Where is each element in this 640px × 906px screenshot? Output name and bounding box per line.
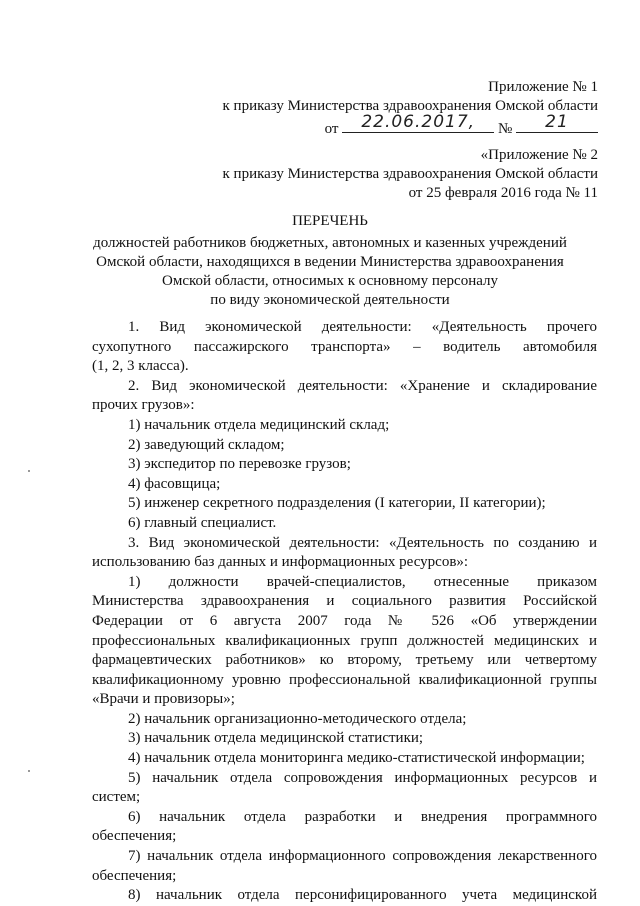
number-field — [516, 112, 598, 133]
appendix-header — [223, 78, 599, 139]
list-item: 4) фасовщица; — [128, 475, 221, 492]
list-item-line: фармацевтических работников» ко второму, третьему или четвертому — [92, 652, 597, 669]
list-item-line: обеспечения; — [92, 828, 177, 845]
list-item: 8) начальник отдела персонифицированного учета медицинской — [128, 887, 597, 904]
appendix-2-label: «Приложение № 2 — [480, 147, 598, 163]
title-line: Омской области, находящихся в ведении Министерства здравоохранения — [96, 254, 564, 270]
list-item-line: Министерства здравоохранения и социального развития Российской — [92, 593, 597, 610]
number-label: № — [497, 121, 513, 137]
date-field — [342, 112, 494, 133]
appendix-1-label: Приложение № 1 — [488, 79, 598, 95]
document-title — [70, 212, 590, 310]
list-item: 6) главный специалист. — [128, 514, 277, 531]
list-item-line: квалификационному уровню профессиональной квалификационной группы — [92, 671, 597, 688]
title-line: Омской области, относимых к основному персоналу — [162, 273, 498, 289]
scan-mark — [28, 470, 30, 472]
title-heading: ПЕРЕЧЕНЬ — [292, 213, 368, 229]
section-1-line: (1, 2, 3 класса). — [92, 358, 189, 375]
list-item: 4) начальник отдела мониторинга медико-статистической информации; — [128, 750, 585, 767]
list-item-line: Федерации от 6 августа 2007 года № 526 «Об утверждении — [92, 612, 597, 629]
list-item: 2) заведующий складом; — [128, 436, 285, 453]
order-date-line — [223, 112, 599, 139]
list-item: 7) начальник отдела информационного сопровождения лекарственного — [128, 848, 597, 865]
list-item-line: обеспечения; — [92, 867, 177, 884]
list-item: 5) начальник отдела сопровождения информационных ресурсов и — [128, 769, 597, 786]
document-body — [92, 318, 597, 906]
handwritten-number: 21 — [545, 112, 569, 132]
section-3-line: использованию баз данных и информационных ресурсов»: — [92, 554, 469, 571]
list-item: 1) должности врачей-специалистов, отнесенные приказом — [128, 573, 597, 590]
list-item: 3) экспедитор по перевозке грузов; — [128, 456, 351, 473]
to-order-line-2: к приказу Министерства здравоохранения Омской области — [222, 166, 598, 182]
list-item: 1) начальник отдела медицинский склад; — [128, 416, 390, 433]
from-label: от — [324, 121, 339, 137]
to-order-line: к приказу Министерства здравоохранения Омской области — [222, 98, 598, 114]
list-item-line: «Врачи и провизоры»; — [92, 691, 235, 708]
title-line: по виду экономической деятельности — [210, 292, 450, 308]
section-3-line: 3. Вид экономической деятельности: «Деятельность по созданию и — [128, 534, 597, 551]
list-item-line: профессиональных квалификационных групп должностей медицинских и — [92, 632, 597, 649]
title-line: должностей работников бюджетных, автономных и казенных учреждений — [93, 235, 567, 251]
list-item: 6) начальник отдела разработки и внедрения программного — [128, 808, 597, 825]
section-1-line: сухопутного пассажирского транспорта» – водитель автомобиля — [92, 338, 597, 355]
section-2-line: 2. Вид экономической деятельности: «Хранение и складирование — [128, 377, 597, 394]
list-item: 2) начальник организационно-методического отдела; — [128, 710, 467, 727]
scan-mark — [28, 770, 30, 772]
section-2-line: прочих грузов»: — [92, 397, 195, 414]
list-item-line: систем; — [92, 789, 141, 806]
section-1-line: 1. Вид экономической деятельности: «Деятельность прочего — [128, 319, 597, 335]
list-item: 5) инженер секретного подразделения (I категории, II категории); — [128, 495, 546, 512]
previous-appendix-header — [223, 146, 599, 203]
list-item: 3) начальник отдела медицинской статистики; — [128, 730, 424, 747]
order-date-line-2: от 25 февраля 2016 года № 11 — [408, 185, 598, 201]
handwritten-date: 22.06.2017, — [361, 112, 476, 132]
